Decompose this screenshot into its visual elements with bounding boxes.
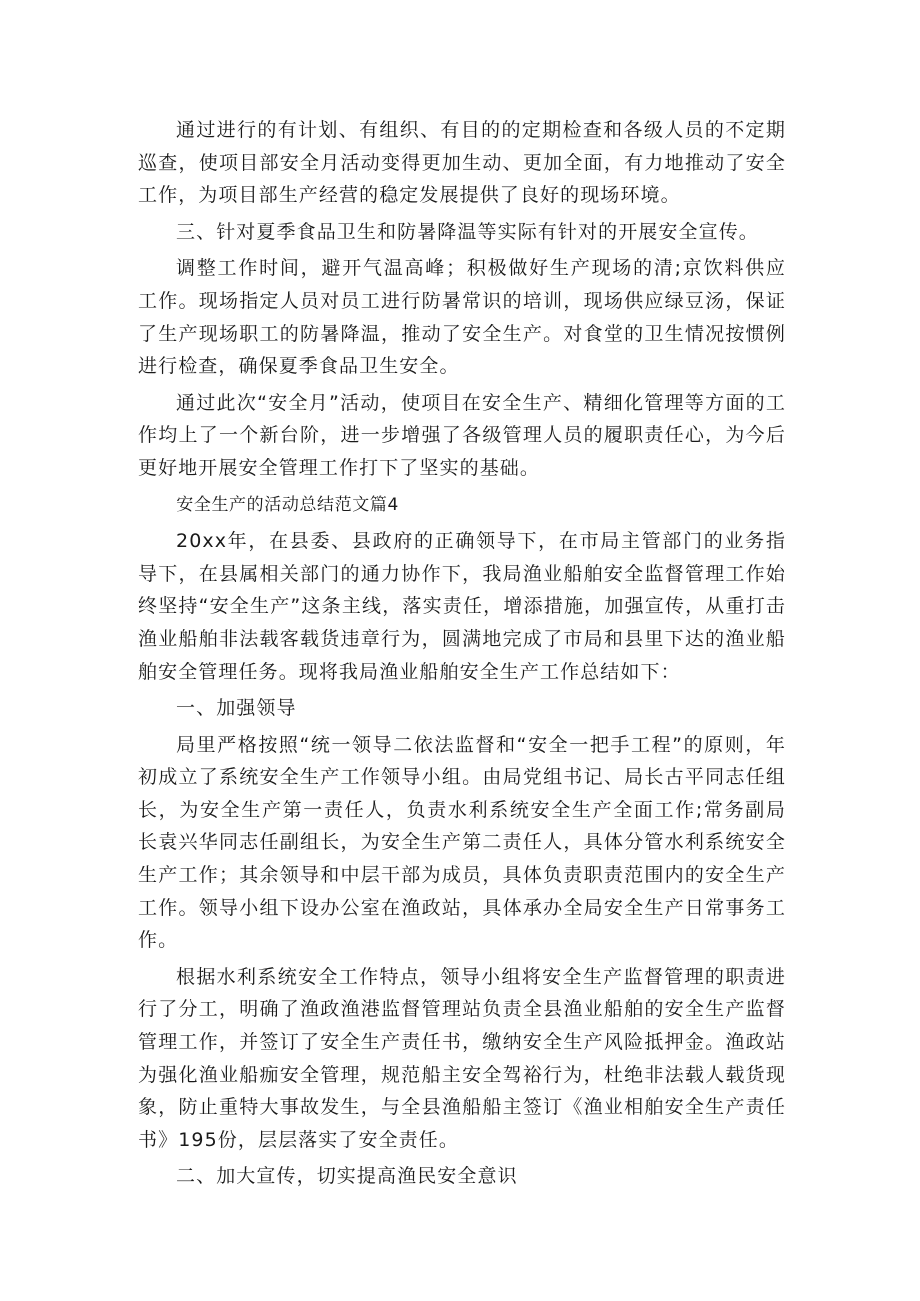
section-heading-leadership: 一、加强领导 xyxy=(176,697,297,720)
paragraph-responsibility-division: 根据水利系统安全工作特点，领导小组将安全生产监督管理的职责进行了分工，明确了渔政渔港监督管理站负责全县渔业船舶的安全生产监督管理工作，并签订了安全生产责任书，缴纳安全生产风险抵押金。渔政站为强化渔业船痂安全管理，规范船主安全驾裕行为，杜绝非法载人载货现象，防止重特大事故发生，与全县渔船船主签订《渔业相舶安全生产责任书》195份，层层落实了安全责任。 xyxy=(138,965,786,1151)
article-title: 安全生产的活动总结范文篇4 xyxy=(176,494,399,515)
paragraph-leadership-group: 局里严格按照“统一领导二依法监督和“安全一把手工程”的原则，年初成立了系统安全生产工作领导小组。由局党组书记、局长古平同志任组长，为安全生产第一责任人，负责水利系统安全生产全面工作;常务副局长袁兴华同志任副组长，为安全生产第二责任人，具体分管水利系统安全生产工作；其余领导和中层干部为成员，具体负责职责范围内的安全生产工作。领导小组下设办公室在渔政站，具体承办全局安全生产日常事务工作。 xyxy=(138,733,786,952)
paragraph-annual-overview: 20xx年，在县委、县政府的正确领导下，在市局主管部门的业务指导下，在县属相关部门的通力协作下，我局渔业船舶安全监督管理工作始终坚持“安全生产”这条主线，落实责任，增添措施，加强宣传，从重打击渔业船舶非法载客载货违章行为，圆满地完成了市局和县里下达的渔业船舶安全管理任务。现将我局渔业船舶安全生产工作总结如下： xyxy=(138,530,786,683)
paragraph-inspection-summary: 通过进行的有计划、有组织、有目的的定期检查和各级人员的不定期巡查，使项目部安全月活动变得更加生动、更加全面，有力地推动了安全工作，为项目部生产经营的稳定发展提供了良好的现场环境。 xyxy=(138,119,786,207)
document-body xyxy=(138,114,786,1197)
section-heading-publicity: 二、加大宣传，切实提高渔民安全意识 xyxy=(176,1165,518,1188)
section-heading-summer-safety: 三、针对夏季食品卫生和防暑降温等实际有针对的开展安全宣传。 xyxy=(176,220,759,243)
paragraph-heat-prevention: 调整工作时间，避开气温高峰；积极做好生产现场的清;京饮料供应工作。现场指定人员对员工进行防暑常识的培训，现场供应绿豆汤，保证了生产现场职工的防暑降温，推动了安全生产。对食堂的卫生情况按惯例进行检查，确保夏季食品卫生安全。 xyxy=(138,257,786,378)
paragraph-safety-month-conclusion: 通过此次“安全月”活动，使项目在安全生产、精细化管理等方面的工作均上了一个新台阶，进一步增强了各级管理人员的履职责任心，为今后更好地开展安全管理工作打下了坚实的基础。 xyxy=(138,391,786,479)
